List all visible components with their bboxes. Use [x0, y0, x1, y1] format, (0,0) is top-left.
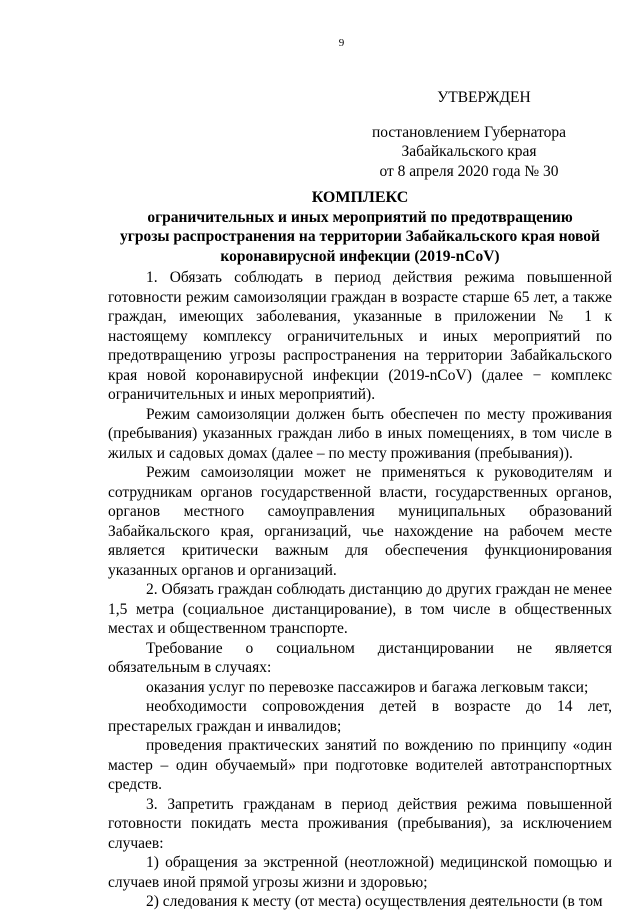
document-body [108, 268, 612, 912]
paragraph: необходимости сопровождения детей в возрасте до 14 лет, престарелых граждан и инвалидов; [108, 698, 612, 735]
paragraph: Режим самоизоляции может не применяться к руководителям и сотрудникам органов государственной власти, государственных органов, органов местного самоуправления муниципальных образований Забайкальского края, организаций, чье нахождение на рабочем месте является критически важным для обеспечения функционирования указанных органов и организаций. [108, 464, 612, 579]
approval-line-2: Забайкальского края [401, 143, 537, 160]
page-number: 9 [338, 37, 345, 49]
paragraph: 1. Обязать соблюдать в период действия режима повышенной готовности режим самоизоляции граждан в возрасте старше 65 лет, а также граждан, имеющих заболевания, указанные в приложении № 1 к настоящему комплексу ограничительных и иных мероприятий по предотвращению угрозы распространения на территории Забайкальского края новой коронавирусной инфекции (2019-nCoV) (далее − комплекс ограничительных и иных мероприятий). [108, 269, 612, 403]
paragraph: 2. Обязать граждан соблюдать дистанцию до других граждан не менее 1,5 метра (социальное дистанцирование), в том числе в общественных местах и общественном транспорте. [108, 581, 612, 637]
paragraph: 1) обращения за экстренной (неотложной) медицинской помощью и случаев иной прямой угрозы жизни и здоровью; [108, 854, 612, 891]
paragraph: оказания услуг по перевозке пассажиров и багажа легковым такси; [146, 678, 589, 696]
paragraph: Требование о социальном дистанцировании не является обязательным в случаях: [108, 639, 612, 676]
approval-line-1: постановлением Губернатора [371, 123, 567, 141]
heading-line-1: ограничительных и иных мероприятий по предотвращению [147, 208, 573, 226]
heading-line-2: угрозы распространения на территории Забайкальского края новой [120, 228, 600, 245]
paragraph: 2) следования к месту (от места) осуществления деятельности (в том [146, 893, 603, 910]
paragraph: проведения практических занятий по вождению по принципу «один мастер – один обучаемый» при подготовке водителей автотранспортных средств. [108, 737, 612, 793]
approval-stamp: УТВЕРЖДЕН [437, 89, 531, 106]
document-heading [108, 188, 612, 266]
heading-line-3: коронавирусной инфекции (2019-nCoV) [220, 247, 500, 265]
paragraph: 3. Запретить гражданам в период действия режима повышенной готовности покидать места проживания (пребывания), за исключением случаев: [108, 795, 612, 852]
approval-block [349, 88, 589, 181]
document-title: КОМПЛЕКС [311, 189, 409, 206]
paragraph: Режим самоизоляции должен быть обеспечен по месту проживания (пребывания) указанных граждан либо в иных помещениях, в том числе в жилых и садовых домах (далее – по месту проживания (пребывания)). [108, 405, 612, 462]
approval-line-3: от 8 апреля 2020 года № 30 [379, 162, 559, 180]
